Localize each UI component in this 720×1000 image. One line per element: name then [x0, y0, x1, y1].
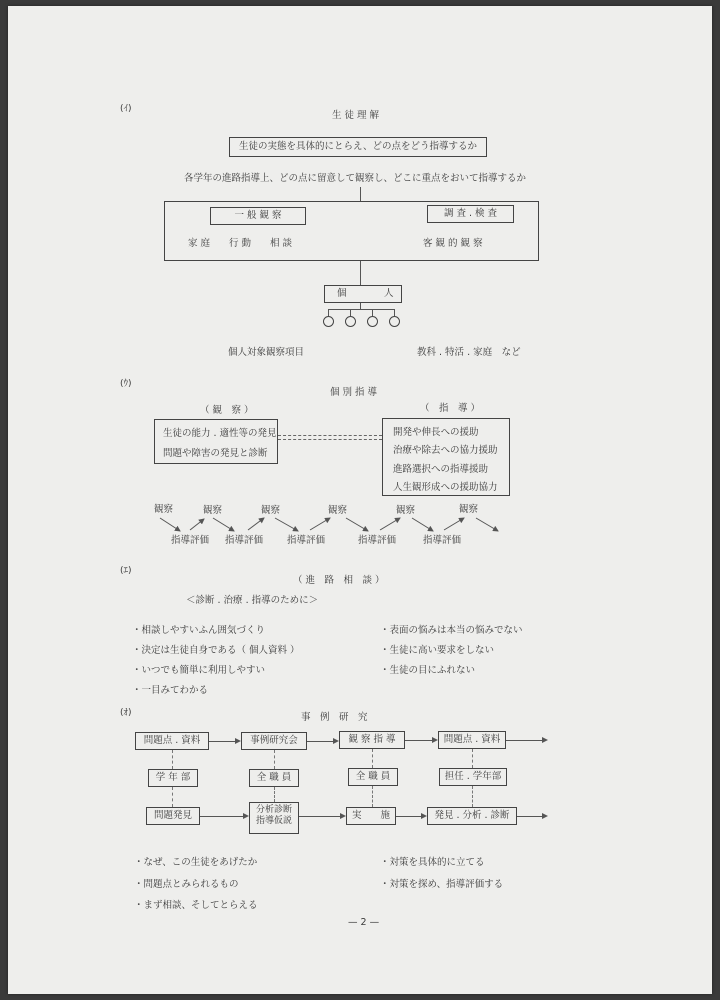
- section-marker-e: (ｴ): [120, 566, 132, 576]
- case-point: ・問題点とみられるもの: [134, 879, 239, 890]
- dashed-link: [472, 749, 473, 768]
- cycle-observe: 観察: [154, 504, 174, 515]
- observation-item: 問題や障害の発見と診断: [163, 448, 268, 459]
- cycle-observe: 観察: [328, 505, 348, 516]
- observation-item: 生徒の能力 . 適性等の発見: [163, 428, 277, 439]
- discovery-analysis-box: 発見 . 分析 . 診断: [427, 807, 517, 825]
- counseling-point: ・いつでも簡単に利用しやすい: [132, 665, 266, 676]
- counseling-point: ・一目みてわかる: [132, 685, 209, 696]
- grade-department-box: 学 年 部: [148, 769, 198, 787]
- flow-problem-materials-2: 問題点 . 資料: [438, 731, 506, 749]
- flow-arrow: [405, 740, 432, 741]
- flow-arrow: [506, 740, 542, 741]
- cycle-observe: 観察: [396, 505, 416, 516]
- dashed-link: [274, 787, 275, 802]
- flow-arrow: [200, 816, 243, 817]
- objective-observation: 客 観 的 観 察: [423, 238, 483, 249]
- section-title-student-understanding: 生 徒 理 解: [332, 110, 380, 121]
- counseling-point: ・決定は生徒自身である（ 個人資料 ）: [132, 645, 300, 656]
- cycle-evaluate: 指導評価: [423, 535, 462, 546]
- counseling-subtitle: ＜診断 . 治療 . 指導のために＞: [186, 595, 319, 606]
- counseling-point: ・表面の悩みは本当の悩みでない: [380, 625, 523, 636]
- dashed-link: [472, 786, 473, 807]
- flow-observation-guidance: 観 察 指 導: [339, 731, 405, 749]
- survey-test-box: 調 査 . 検 査: [427, 205, 514, 223]
- individual-left: 個: [337, 288, 347, 299]
- individual-right: 人: [384, 288, 394, 299]
- guidance-item: 人生観形成への援助協力: [393, 482, 498, 493]
- guidance-head: （ 指 導 ）: [420, 403, 481, 414]
- page-number: — 2 —: [348, 917, 380, 928]
- cycle-observe: 観察: [459, 504, 479, 515]
- dashed-link: [372, 749, 373, 768]
- section-marker-o: (ｵ): [120, 708, 132, 718]
- counseling-point: ・生徒の目にふれない: [380, 665, 476, 676]
- individual-items-list: 教科 . 特活 . 家庭 など: [417, 347, 521, 358]
- flow-arrow: [307, 741, 333, 742]
- guidance-item: 進路選択への指導援助: [393, 464, 489, 475]
- flow-arrow: [209, 741, 235, 742]
- document-page: [8, 6, 712, 994]
- question-box: 生徒の実態を具体的にとらえ、どの点をどう指導するか: [229, 137, 487, 157]
- question-line: 各学年の進路指導上、どの点に留意して観察し、どこに重点をおいて指導するか: [184, 173, 527, 184]
- general-observation-box: 一 般 観 察: [210, 207, 306, 225]
- cycle-evaluate: 指導評価: [225, 535, 264, 546]
- flow-arrow: [299, 816, 340, 817]
- section-marker-i: (ｲ): [120, 104, 132, 114]
- arrowhead: [235, 738, 241, 744]
- arrowhead: [421, 813, 427, 819]
- section-title-case-study: 事 例 研 究: [301, 712, 368, 723]
- homeroom-grade-box: 担任 . 学年部: [439, 768, 507, 786]
- analysis-hypothesis-box: [249, 802, 299, 834]
- arrowhead: [542, 737, 548, 743]
- arrowhead: [333, 738, 339, 744]
- guidance-hypothesis: 指導仮説: [255, 815, 292, 826]
- flow-arrow: [396, 816, 421, 817]
- cycle-evaluate: 指導評価: [171, 535, 210, 546]
- dashed-link: [274, 750, 275, 769]
- dashed-link: [172, 750, 173, 769]
- all-staff-box: 全 職 員: [249, 769, 299, 787]
- guidance-item: 治療や除去への協力援助: [393, 445, 498, 456]
- problem-discovery-box: 問題発見: [146, 807, 200, 825]
- home-behavior-consult: 家 庭 行 動 相 談: [188, 238, 293, 249]
- counseling-point: ・相談しやすいふん囲気づくり: [132, 625, 266, 636]
- cycle-observe: 観察: [203, 505, 223, 516]
- flow-arrow: [517, 816, 542, 817]
- implementation-box: 実 施: [346, 807, 396, 825]
- dashed-link: [372, 786, 373, 807]
- analysis-diagnosis: 分析診断: [255, 805, 292, 815]
- section-title-individual-guidance: 個 別 指 導: [330, 387, 378, 398]
- case-point: ・対策を具体的に立てる: [380, 857, 485, 868]
- section-marker-u: (ｳ): [120, 379, 132, 389]
- section-title-career-counseling: （ 進 路 相 談 ）: [293, 575, 385, 586]
- case-point: ・対策を探め、指導評価する: [380, 879, 504, 890]
- observation-head: （ 観 察 ）: [200, 405, 254, 416]
- counseling-point: ・生徒に高い要求をしない: [380, 645, 495, 656]
- cycle-evaluate: 指導評価: [358, 535, 397, 546]
- flow-problem-materials: 問題点 . 資料: [135, 732, 209, 750]
- arrowhead: [432, 737, 438, 743]
- arrowhead: [542, 813, 548, 819]
- all-staff-box-2: 全 職 員: [348, 768, 398, 786]
- dashed-link: [172, 787, 173, 807]
- cycle-observe: 観察: [261, 505, 281, 516]
- cycle-evaluate: 指導評価: [287, 535, 326, 546]
- arrowhead: [243, 813, 249, 819]
- case-point: ・なぜ、この生徒をあげたか: [134, 857, 258, 868]
- individual-items-label: 個人対象観察項目: [228, 347, 305, 358]
- guidance-item: 開発や伸長への援助: [393, 427, 479, 438]
- case-point: ・まず相談、そしてとらえる: [134, 900, 258, 911]
- flow-case-meeting: 事例研究会: [241, 732, 307, 750]
- cycle-arrows: [8, 6, 712, 994]
- arrowhead: [340, 813, 346, 819]
